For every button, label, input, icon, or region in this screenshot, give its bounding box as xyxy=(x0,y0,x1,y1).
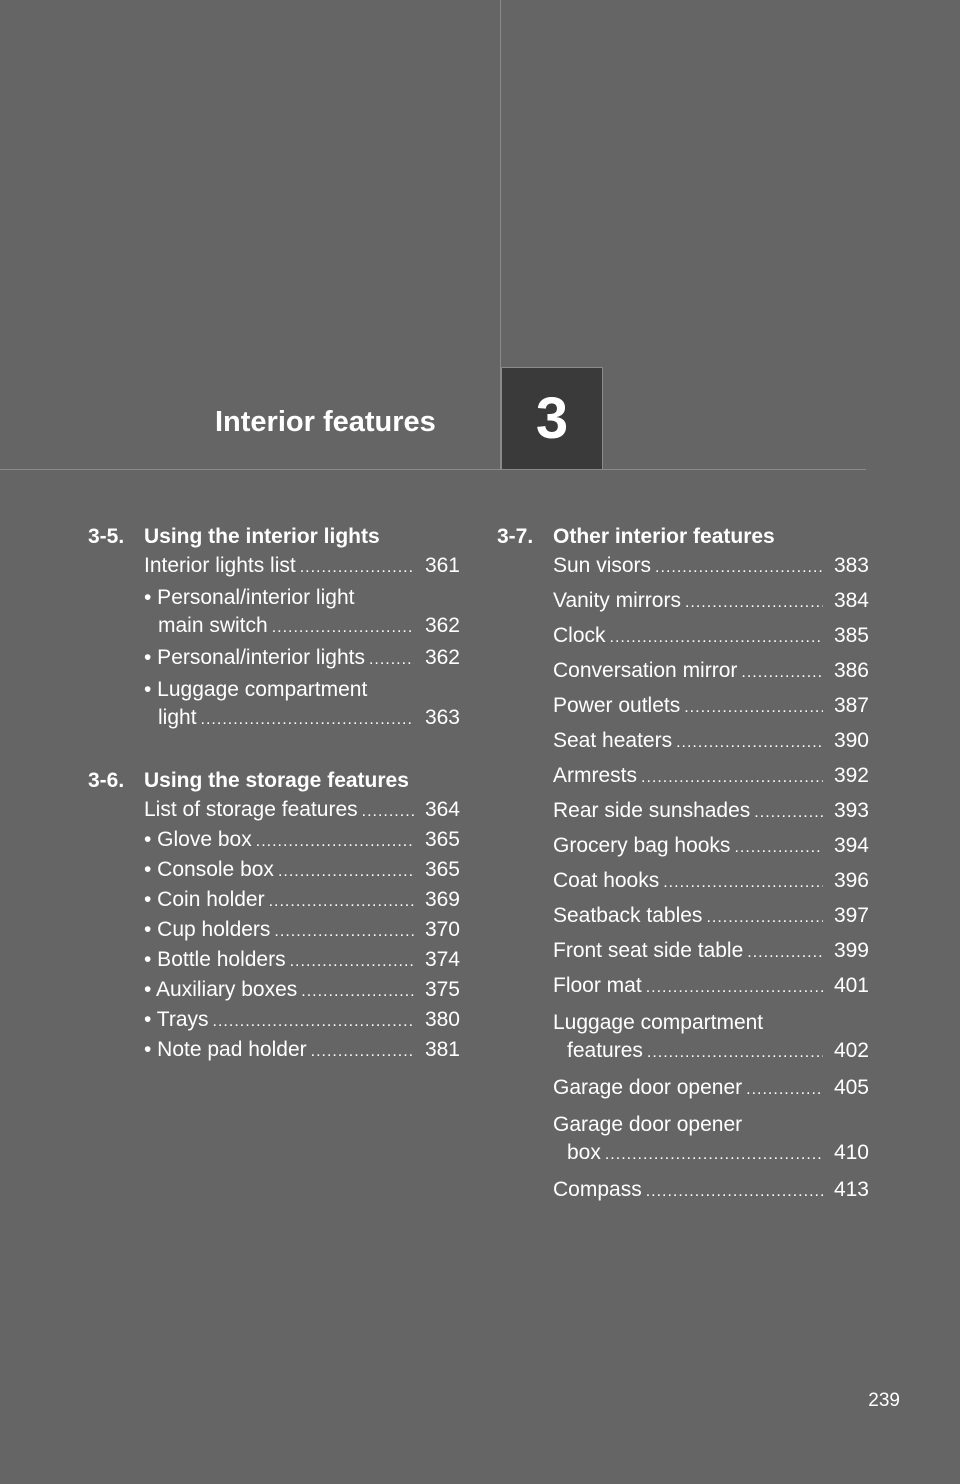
entry-label: Vanity mirrors xyxy=(553,589,681,612)
entry-label: • Cup holders xyxy=(144,918,271,941)
entry-label: Garage door opener xyxy=(553,1113,743,1136)
dot-leader xyxy=(256,830,414,854)
section-heading xyxy=(497,520,869,554)
entry-label: • Trays xyxy=(144,1008,209,1031)
entry-page: 393 xyxy=(833,799,869,822)
toc-entry[interactable] xyxy=(88,646,460,672)
section-number: 3-5. xyxy=(88,525,125,548)
toc-entry[interactable] xyxy=(497,1009,869,1067)
dot-leader xyxy=(272,614,414,642)
entry-page: 384 xyxy=(833,589,869,612)
entry-page: 365 xyxy=(424,828,460,851)
toc-section xyxy=(497,520,869,1204)
toc-entry[interactable] xyxy=(497,729,869,755)
dot-leader xyxy=(734,836,823,860)
toc-entry[interactable] xyxy=(497,1178,869,1204)
entry-label: • Note pad holder xyxy=(144,1038,307,1061)
entry-page: 396 xyxy=(833,869,869,892)
dot-leader xyxy=(741,661,823,685)
entry-label: • Luggage compartment xyxy=(144,678,368,701)
entry-label-cont: main switch xyxy=(158,614,268,637)
dot-leader xyxy=(269,890,414,914)
entry-label: • Coin holder xyxy=(144,888,265,911)
dot-leader xyxy=(605,1141,823,1169)
dot-leader xyxy=(369,648,414,672)
entry-continuation xyxy=(144,612,460,642)
toc-entry[interactable] xyxy=(497,1111,869,1169)
entry-page: 365 xyxy=(424,858,460,881)
entry-page: 374 xyxy=(424,948,460,971)
entry-label: Seat heaters xyxy=(553,729,673,752)
entry-label: Floor mat xyxy=(553,974,642,997)
toc-entry[interactable] xyxy=(497,869,869,895)
toc-entry[interactable] xyxy=(497,554,869,580)
toc-entry[interactable] xyxy=(88,828,460,854)
horizontal-divider xyxy=(0,469,866,470)
section-title: Using the storage features xyxy=(144,769,409,792)
entry-label: Clock xyxy=(553,624,606,647)
entry-label: Front seat side table xyxy=(553,939,744,962)
toc-entry[interactable] xyxy=(497,974,869,1000)
toc-entry[interactable] xyxy=(497,939,869,965)
dot-leader xyxy=(213,1010,414,1034)
entry-label: • Glove box xyxy=(144,828,252,851)
entry-page: 399 xyxy=(833,939,869,962)
entry-page: 401 xyxy=(833,974,869,997)
entry-continuation xyxy=(144,704,460,734)
entry-label-cont: box xyxy=(567,1141,601,1164)
entry-page: 363 xyxy=(424,706,460,729)
toc-column-right xyxy=(497,520,869,1234)
entry-page: 410 xyxy=(833,1141,869,1164)
entry-page: 361 xyxy=(424,554,460,577)
entry-label: Compass xyxy=(553,1178,642,1201)
entry-label: Luggage compartment xyxy=(553,1011,764,1034)
toc-entry[interactable] xyxy=(88,978,460,1004)
entry-page: 392 xyxy=(833,764,869,787)
entry-continuation xyxy=(553,1139,869,1169)
entry-label-cont: features xyxy=(567,1039,643,1062)
dot-leader xyxy=(663,871,823,895)
entry-page: 375 xyxy=(424,978,460,1001)
dot-leader xyxy=(647,1039,823,1067)
section-heading xyxy=(88,520,460,554)
entry-label: • Auxiliary boxes xyxy=(144,978,298,1001)
toc-entry[interactable] xyxy=(88,1008,460,1034)
toc-entry[interactable] xyxy=(497,764,869,790)
dot-leader xyxy=(290,950,414,974)
entry-label: • Bottle holders xyxy=(144,948,286,971)
entry-continuation xyxy=(553,1037,869,1067)
dot-leader xyxy=(610,626,823,650)
entry-page: 413 xyxy=(833,1178,869,1201)
dot-leader xyxy=(278,860,414,884)
dot-leader xyxy=(300,556,414,580)
toc-section xyxy=(88,764,460,1064)
entry-label: • Personal/interior light xyxy=(144,586,355,609)
toc-entry[interactable] xyxy=(497,659,869,685)
toc-entry[interactable] xyxy=(88,798,460,824)
dot-leader xyxy=(201,706,414,734)
dot-leader xyxy=(646,976,823,1000)
entry-page: 369 xyxy=(424,888,460,911)
entry-page: 362 xyxy=(424,646,460,669)
entry-label-cont: light xyxy=(158,706,197,729)
toc-entry[interactable] xyxy=(88,918,460,944)
section-number: 3-7. xyxy=(497,525,534,548)
toc-entry[interactable] xyxy=(88,888,460,914)
entry-label: Garage door opener xyxy=(553,1076,743,1099)
entry-page: 364 xyxy=(424,798,460,821)
entry-page: 380 xyxy=(424,1008,460,1031)
entry-page: 370 xyxy=(424,918,460,941)
dot-leader xyxy=(655,556,823,580)
entry-page: 383 xyxy=(833,554,869,577)
dot-leader xyxy=(747,941,823,965)
toc-column-left xyxy=(88,520,460,1094)
entry-page: 386 xyxy=(833,659,869,682)
entry-label: Interior lights list xyxy=(144,554,296,577)
entry-page: 402 xyxy=(833,1039,869,1062)
section-heading xyxy=(88,764,460,798)
toc-entry[interactable] xyxy=(88,676,460,734)
entry-label: Sun visors xyxy=(553,554,652,577)
dot-leader xyxy=(311,1040,414,1064)
toc-section xyxy=(88,520,460,734)
toc-entry[interactable] xyxy=(497,589,869,615)
entry-label: Armrests xyxy=(553,764,637,787)
dot-leader xyxy=(641,766,823,790)
chapter-number-tab xyxy=(501,367,603,469)
entry-page: 397 xyxy=(833,904,869,927)
entry-label: • Personal/interior lights xyxy=(144,646,365,669)
toc-entry[interactable] xyxy=(497,1076,869,1102)
toc-entry[interactable] xyxy=(497,904,869,930)
entry-label: • Console box xyxy=(144,858,274,881)
entry-label: Rear side sunshades xyxy=(553,799,751,822)
toc-entry[interactable] xyxy=(88,554,460,580)
dot-leader xyxy=(274,920,414,944)
entry-label: Grocery bag hooks xyxy=(553,834,731,857)
entry-label: Seatback tables xyxy=(553,904,703,927)
entry-page: 394 xyxy=(833,834,869,857)
dot-leader xyxy=(684,696,823,720)
toc-entry[interactable] xyxy=(88,948,460,974)
chapter-number: 3 xyxy=(535,386,569,451)
entry-label: Conversation mirror xyxy=(553,659,738,682)
dot-leader xyxy=(301,980,414,1004)
dot-leader xyxy=(746,1078,823,1102)
dot-leader xyxy=(706,906,823,930)
entry-label: Coat hooks xyxy=(553,869,660,892)
entry-page: 381 xyxy=(424,1038,460,1061)
entry-page: 387 xyxy=(833,694,869,717)
toc-entry[interactable] xyxy=(88,584,460,642)
section-title: Using the interior lights xyxy=(144,525,380,548)
entry-label: Power outlets xyxy=(553,694,681,717)
dot-leader xyxy=(676,731,823,755)
dot-leader xyxy=(754,801,823,825)
entry-page: 405 xyxy=(833,1076,869,1099)
chapter-title: Interior features xyxy=(215,406,436,438)
toc-entry[interactable] xyxy=(88,858,460,884)
toc-entry[interactable] xyxy=(497,799,869,825)
dot-leader xyxy=(685,591,823,615)
entry-page: 362 xyxy=(424,614,460,637)
entry-label: List of storage features xyxy=(144,798,358,821)
page-number: 239 xyxy=(868,1390,900,1411)
entry-page: 390 xyxy=(833,729,869,752)
entry-page: 385 xyxy=(833,624,869,647)
section-number: 3-6. xyxy=(88,769,125,792)
toc-entry[interactable] xyxy=(497,694,869,720)
toc-entry[interactable] xyxy=(88,1038,460,1064)
toc-entry[interactable] xyxy=(497,624,869,650)
section-title: Other interior features xyxy=(553,525,775,548)
dot-leader xyxy=(646,1180,823,1204)
toc-entry[interactable] xyxy=(497,834,869,860)
dot-leader xyxy=(362,800,414,824)
